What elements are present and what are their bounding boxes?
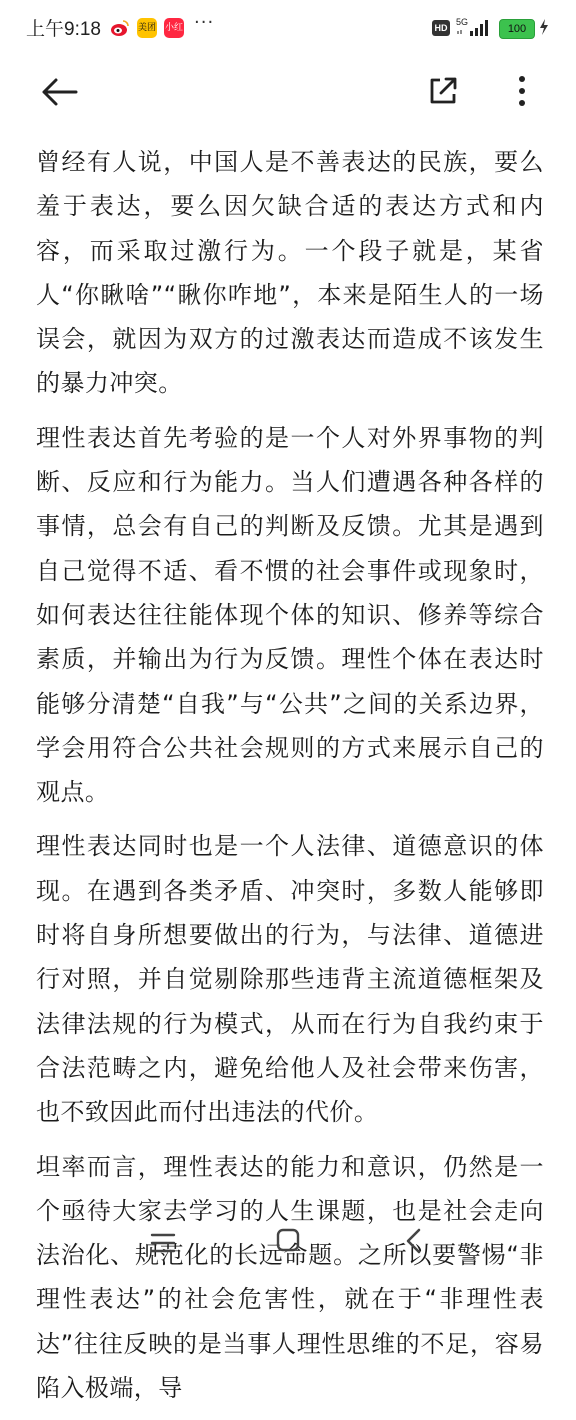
back-icon [404, 1228, 424, 1254]
xiaohongshu-icon: 小红书 [164, 18, 184, 38]
back-arrow-icon [38, 74, 82, 110]
more-options-button[interactable] [508, 72, 536, 110]
status-time: 上午9:18 [26, 19, 101, 40]
back-button[interactable] [38, 74, 82, 110]
signal-5g-icon [456, 16, 494, 38]
menu-icon [150, 1232, 176, 1254]
nav-back-button[interactable] [404, 1228, 424, 1254]
home-icon [276, 1228, 300, 1252]
more-vertical-icon [508, 72, 536, 110]
article-paragraph-3: 理性表达同时也是一个人法律、道德意识的体现。在遇到各类矛盾、冲突时，多数人能够即时将自身所想要做出的行为，与法律、道德进行对照，并自觉剔除那些违背主流道德框架及法律法规的行为模式，从而在行为自我约束于合法范畴之内，避免给他人及社会带来伤害，也不致因此而付出违法的代价。 [36, 832, 544, 1127]
battery-indicator: 100 [499, 19, 535, 39]
status-bar [0, 0, 576, 58]
article-paragraph-4: 坦率而言，理性表达的能力和意识，仍然是一个亟待大家去学习的人生课题，也是社会走向法治化、规范化的长远命题。之所以要警惕“非理性表达”的社会危害性，就在于“非理性表达”往往反映的是当事人理性思维的不足，容易陷入极端，导 [36, 1152, 544, 1403]
article-toolbar [0, 60, 576, 124]
share-button[interactable] [426, 74, 460, 108]
share-icon [426, 74, 460, 108]
nav-home-button[interactable] [276, 1228, 300, 1252]
meituan-icon: 美团 [137, 18, 157, 38]
nav-menu-button[interactable] [150, 1232, 176, 1254]
more-notifications-icon: ··· [194, 12, 215, 33]
charging-icon [538, 18, 550, 40]
weibo-icon [110, 18, 130, 38]
network-label: 5G [456, 17, 469, 27]
hd-badge: HD [432, 20, 450, 36]
article-paragraph-1: 曾经有人说，中国人是不善表达的民族，要么羞于表达，要么因欠缺合适的表达方式和内容，而采取过激行为。一个段子就是，某省人“你瞅啥”“瞅你咋地”，本来是陌生人的一场误会，就因为双方的过激表达而造成不该发生的暴力冲突。 [36, 148, 544, 398]
article-paragraph-2: 理性表达首先考验的是一个人对外界事物的判断、反应和行为能力。当人们遭遇各种各样的事情，总会有自己的判断及反馈。尤其是遇到自己觉得不适、看不惯的社会事件或现象时，如何表达往往能体现个体的知识、修养等综合素质，并输出为行为反馈。理性个体在表达时能够分清楚“自我”与“公共”之间的关系边界，学会用符合公共社会规则的方式来展示自己的观点。 [36, 423, 544, 807]
system-navigation-bar [0, 1222, 576, 1280]
